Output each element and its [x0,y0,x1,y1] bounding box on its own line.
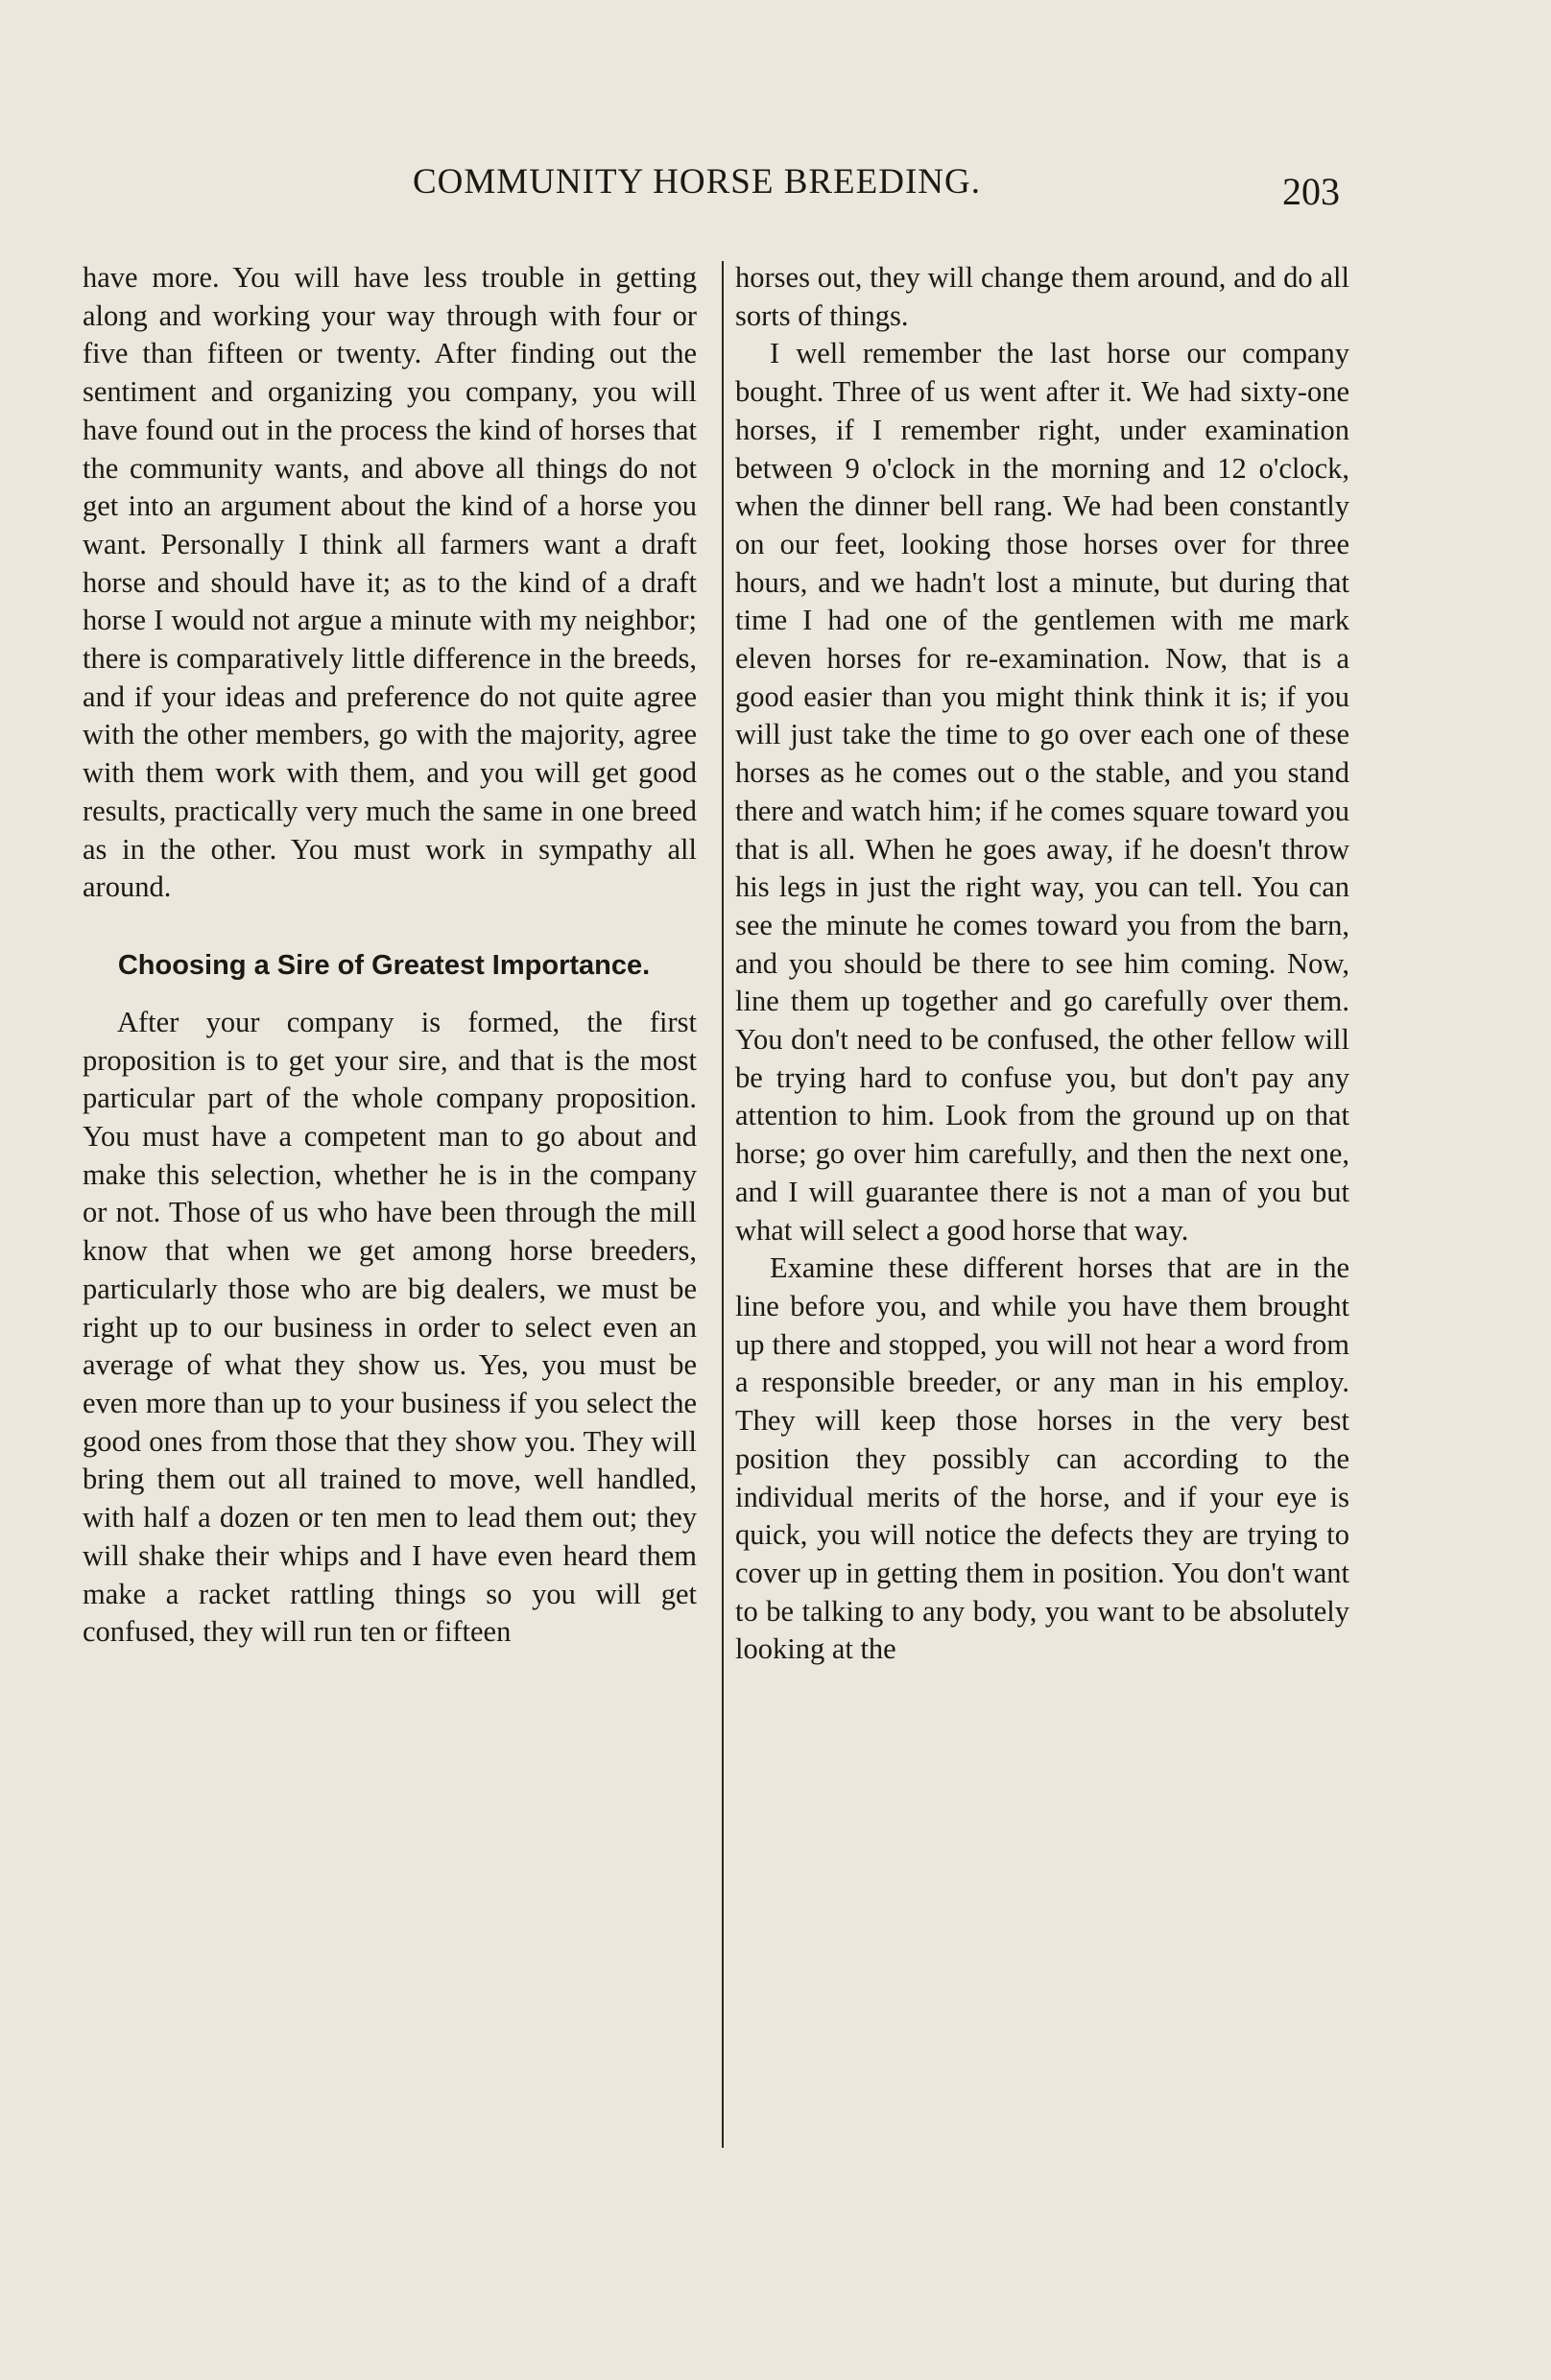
running-title: COMMUNITY HORSE BREEDING. [413,162,981,202]
paragraph: After your company is formed, the first proposition is to get your sire, and that is the most particular part of the whole company proposition. You must have a competent man to go about and make this selection, whether he is in the company or not. Those of us who have been through the mill know that when we get among horse breeders, particularly those who are big dealers, we must be right up to our business in order to select even an average of what they show us. Yes, you must be even more than up to your business if you select the good ones from those that they show you. They will bring them out all trained to move, well handled, with half a dozen or ten men to lead them out; they will shake their whips and I have even heard them make a racket rattling things so you will get confused, they will run ten or fifteen [83,1005,697,1649]
paragraph: have more. You will have less trouble in getting along and working your way through with four or five than fifteen or twenty. After finding out the sentiment and organizing you company, you will have found out in the process the kind of horses that the community wants, and above all things do not get into an argument about the kind of a horse you want. Personally I think all farmers want a draft horse and should have it; as to the kind of a draft horse I would not argue a minute with my neighbor; there is comparatively little difference in the breeds, and if your ideas and preference do not quite agree with the other members, go with the majority, agree with them work with them, and you will get good results, practically very much the same in one breed as in the other. You must work in sympathy all around. [83,261,697,904]
page-number: 203 [1282,170,1340,213]
section-heading: Choosing a Sire of Greatest Importance. [117,949,651,981]
paragraph: horses out, they will change them around, and do all sorts of things. [735,261,1349,332]
paragraph: I well remember the last horse our company bought. Three of us went after it. We had sixty-one horses, if I remember right, under examination between 9 o'clock in the morning and 12 o'clock, when the dinner bell rang. We had been constantly on our feet, looking those horses over for three hours, and we hadn't lost a minute, but during that time I had one of the gentlemen with me mark eleven horses for re-examination. Now, that is a good easier than you might think think it is; if you will just take the time to go over each one of these horses as he comes out o the stable, and you stand there and watch him; if he comes square toward you that is all. When he goes away, if he doesn't throw his legs in just the right way, you can tell. You can see the minute he comes toward you from the barn, and you should be there to see him coming. Now, line them up together and go carefully over them. You don't need to be confused, the other fellow will be trying hard to confuse you, but don't pay any attention to him. Look from the ground up on that horse; go over him carefully, and then the next one, and I will guarantee there is not a man of you but what will select a good horse that way. [735,337,1349,1247]
column-divider [722,261,724,2148]
right-column [735,259,1349,1669]
left-column [83,259,697,1652]
paragraph: Examine these different horses that are in the line before you, and while you have them brought up there and stopped, you will not hear a word from a responsible breeder, or any man in his employ. They will keep those horses in the very best position they possibly can according to the individual merits of the horse, and if your eye is quick, you will notice the defects they are trying to cover up in getting them in position. You don't want to be talking to any body, you want to be absolutely looking at the [735,1251,1349,1666]
